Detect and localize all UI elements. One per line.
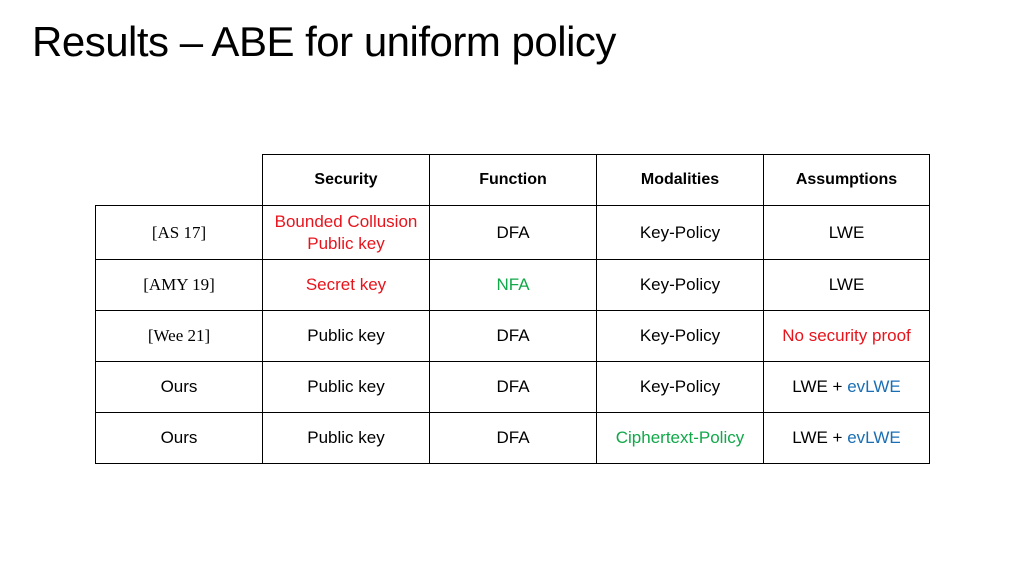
row-ref: Ours <box>96 362 263 413</box>
row-assumptions <box>764 362 930 413</box>
row-ref: [AS 17] <box>96 206 263 260</box>
row-modalities: Ciphertext-Policy <box>597 413 764 464</box>
security-line-2: Public key <box>307 233 385 253</box>
assumptions-prefix: LWE + <box>792 377 848 396</box>
row-assumptions <box>764 413 930 464</box>
row-assumptions: LWE <box>764 206 930 260</box>
row-function: DFA <box>430 311 597 362</box>
header-function: Function <box>430 155 597 206</box>
row-ref: Ours <box>96 413 263 464</box>
assumptions-highlight: evLWE <box>847 428 901 447</box>
row-function: DFA <box>430 206 597 260</box>
assumptions-highlight: evLWE <box>847 377 901 396</box>
row-modalities: Key-Policy <box>597 362 764 413</box>
row-modalities: Key-Policy <box>597 206 764 260</box>
assumptions-prefix: LWE + <box>792 428 848 447</box>
row-ref: [Wee 21] <box>96 311 263 362</box>
table-row <box>96 362 930 413</box>
row-security: Public key <box>263 362 430 413</box>
header-modalities: Modalities <box>597 155 764 206</box>
security-line-1: Bounded Collusion <box>274 211 418 231</box>
table-row <box>96 260 930 311</box>
row-function: DFA <box>430 413 597 464</box>
slide-title: Results – ABE for uniform policy <box>32 18 616 65</box>
table-row <box>96 413 930 464</box>
header-security: Security <box>263 155 430 206</box>
row-modalities: Key-Policy <box>597 260 764 311</box>
row-security: Secret key <box>263 260 430 311</box>
row-security: Public key <box>263 311 430 362</box>
header-blank-cell <box>96 155 263 206</box>
results-table <box>95 154 930 464</box>
table-row <box>96 311 930 362</box>
row-assumptions: LWE <box>764 260 930 311</box>
row-security: Public key <box>263 413 430 464</box>
row-modalities: Key-Policy <box>597 311 764 362</box>
table-row <box>96 206 930 260</box>
row-assumptions: No security proof <box>764 311 930 362</box>
row-security <box>263 206 430 260</box>
table-header-row <box>96 155 930 206</box>
header-assumptions: Assumptions <box>764 155 930 206</box>
row-function: DFA <box>430 362 597 413</box>
row-ref: [AMY 19] <box>96 260 263 311</box>
row-function: NFA <box>430 260 597 311</box>
